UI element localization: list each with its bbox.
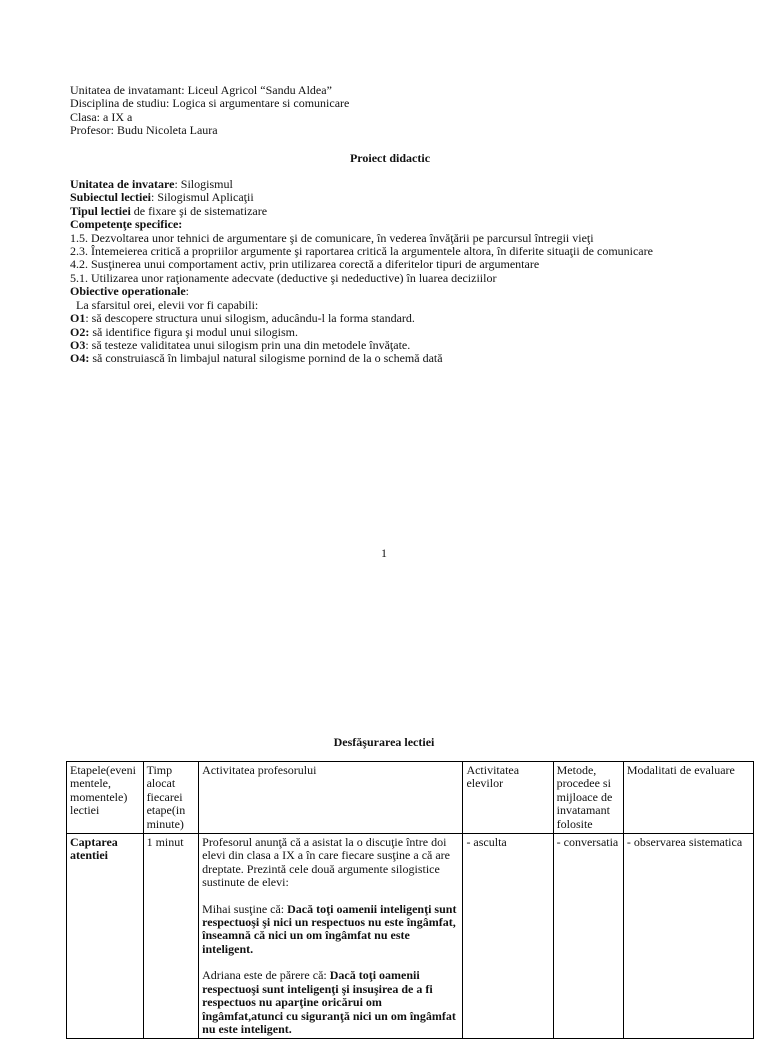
objectives-intro: La sfarsitul orei, elevii vor fi capabili: [70, 297, 259, 312]
objective-item: O3: să testeze validitatea unui silogism prin una din metodele învăţate. [70, 337, 411, 352]
competence-item: 4.2. Susţinerea unui comportament activ, prin utilizarea corectă a diferitelor tipuri de argumentare [70, 257, 540, 272]
stage-cell: Captarea atentiei [67, 834, 144, 1039]
header-cell: Activitatea elevilor [463, 762, 553, 834]
competence-item: 1.5. Dezvoltarea unor tehnici de argumentare şi de comunicare, în vederea învăţării pe parcursul întregii vieţi [70, 230, 594, 245]
header-cell: Timp alocat fiecarei etape(in minute) [143, 762, 199, 834]
competences-label: Competenţe specifice: [70, 217, 183, 232]
mihai-argument: Mihai susţine că: Dacă toţi oamenii inteligenţi sunt respectuoşi şi nici un respectuos nu este îngâmfat, înseamnă că nici un om îngâmfat nu este inteligent. [202, 901, 457, 956]
lesson-subject: Subiectul lectiei: Silogismul Aplicaţii [70, 190, 254, 205]
lesson-type: Tipul lectiei de fixare şi de sistematizare [70, 203, 268, 218]
table-row [67, 834, 754, 1039]
evaluation-cell: - observarea sistematica [623, 834, 753, 1039]
learning-unit: Unitatea de invatare: Silogismul [70, 177, 233, 192]
objective-item: O2: să identifice figura şi modul unui silogism. [70, 324, 298, 339]
competence-item: 5.1. Utilizarea unor raţionamente adecvate (deductive şi nedeductive) în luarea deciziilor [70, 270, 497, 285]
document-title: Proiect didactic [349, 150, 431, 165]
section-title: Desfăşurarea lectiei [333, 735, 435, 749]
document-header [70, 84, 710, 366]
teacher: Profesor: Budu Nicoleta Laura [70, 123, 218, 138]
lesson-plan-table [66, 761, 754, 1039]
objectives-label: Obiective operationale: [70, 284, 189, 299]
table-header-row [67, 762, 754, 834]
competence-item: 2.3. Întemeierea critică a propriilor argumente şi raportarea critică la argumentele altora, în diferite situaţii de comunicare [70, 244, 653, 259]
objective-item: O1: să descopere structura unui silogism, aducându-l la forma standard. [70, 311, 415, 326]
header-cell: Metode, procedee si mijloace de invatamant folosite [553, 762, 623, 834]
page-number: 1 [381, 546, 387, 560]
adriana-argument: Adriana este de părere că: Dacă toţi oamenii respectuoşi sunt inteligenţi şi insuşirea de a fi respectuos nu aparţine oricărui om îngâmfat,atunci cu siguranţă nici un om îngâmfat nu este inteligent. [202, 968, 456, 1036]
teacher-activity-cell [199, 834, 463, 1039]
header-cell: Modalitati de evaluare [623, 762, 753, 834]
school-unit: Unitatea de invatamant: Liceul Agricol “Sandu Aldea” [70, 83, 332, 97]
header-cell: Etapele(eveni mentele, momentele) lectiei [67, 762, 144, 834]
class: Clasa: a IX a [70, 109, 133, 124]
objective-item: O4: să construiască în limbajul natural silogisme pornind de la o schemă dată [70, 351, 443, 366]
header-cell: Activitatea profesorului [199, 762, 463, 834]
teacher-intro: Profesorul anunţă că a asistat la o discuţie între doi elevi din clasa a IX a în care fiecare susţine a că are dreptate. Prezintă cele două argumente silogistice sustinute de elevi: [202, 835, 450, 890]
students-activity-cell: - asculta [463, 834, 553, 1039]
methods-cell: - conversatia [553, 834, 623, 1039]
discipline: Disciplina de studiu: Logica si argumentare si comunicare [70, 96, 350, 111]
time-cell: 1 minut [143, 834, 199, 1039]
